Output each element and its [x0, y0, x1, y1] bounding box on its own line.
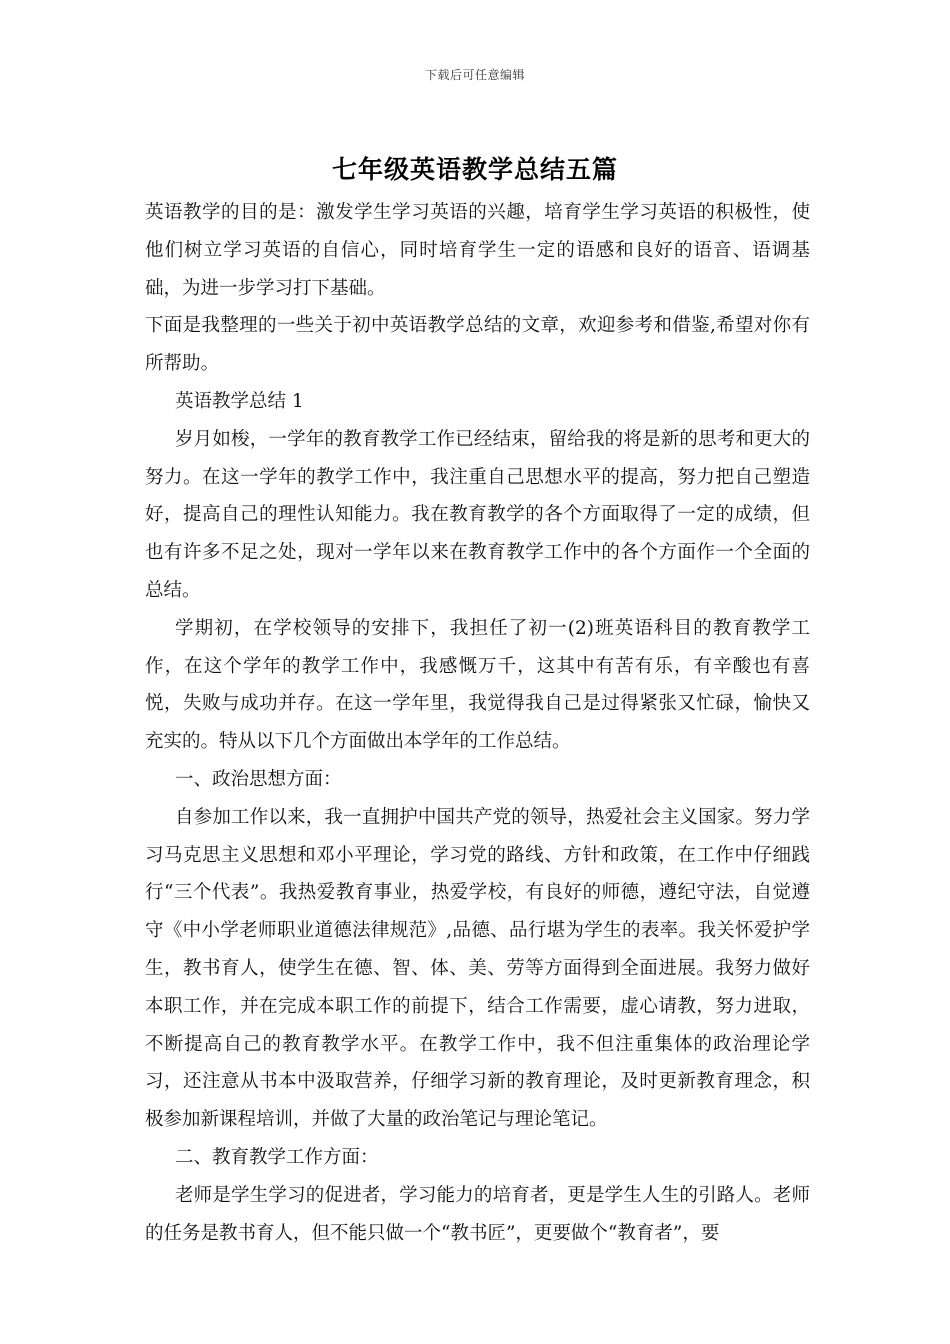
intro-paragraph: 英语教学的目的是：激发学生学习英语的兴趣，培育学生学习英语的积极性，使他们树立学习英语的自信心，同时培育学生一定的语感和良好的语音、语调基础，为进一步学习打下基础。 — [145, 202, 810, 299]
body-paragraph: 岁月如梭，一学年的教育教学工作已经结束，留给我的将是新的思考和更大的努力。在这一学年的教学工作中，我注重自己思想水平的提高，努力把自己塑造好，提高自己的理性认知能力。我在教育教学的各个方面取得了一定的成绩，但也有许多不足之处，现对一学年以来在教育教学工作中的各个方面作一个全面的总结。 — [145, 428, 810, 601]
subsection-heading: 二、教育教学工作方面： — [175, 1146, 379, 1168]
body-paragraph: 自参加工作以来，我一直拥护中国共产党的领导，热爱社会主义国家。努力学习马克思主义思想和邓小平理论，学习党的路线、方针和政策，在工作中仔细践行“三个代表”。我热爱教育事业，热爱学校，有良好的师德，遵纪守法，自觉遵守《中小学老师职业道德法律规范》,品德、品行堪为学生的表率。我关怀爱护学生，教书育人，使学生在德、智、体、美、劳等方面得到全面进展。我努力做好本职工作，并在完成本职工作的前提下，结合工作需要，虚心请教，努力进取，不断提高自己的教育教学水平。在教学工作中，我不但注重集体的政治理论学习，还注意从书本中汲取营养，仔细学习新的教育理论，及时更新教育理念，积极参加新课程培训，并做了大量的政治笔记与理论笔记。 — [145, 806, 810, 1131]
subsection-heading: 一、政治思想方面： — [175, 768, 342, 790]
intro-paragraph: 下面是我整理的一些关于初中英语教学总结的文章，欢迎参考和借鉴,希望对你有所帮助。 — [145, 315, 810, 375]
document-body — [145, 194, 810, 1252]
section-title: 英语教学总结 1 — [175, 390, 304, 412]
body-paragraph: 老师是学生学习的促进者，学习能力的培育者，更是学生人生的引路人。老师的任务是教书育人，但不能只做一个“教书匠”，更要做个“教育者”，要 — [145, 1184, 810, 1244]
body-paragraph: 学期初，在学校领导的安排下，我担任了初一(2)班英语科目的教育教学工作，在这个学年的教学工作中，我感慨万千，这其中有苦有乐，有辛酸也有喜悦，失败与成功并存。在这一学年里，我觉得我自己是过得紧张又忙碌，愉快又充实的。特从以下几个方面做出本学年的工作总结。 — [145, 617, 810, 753]
document-title: 七年级英语教学总结五篇 — [331, 155, 618, 184]
header-note: 下载后可任意编辑 — [424, 68, 525, 82]
